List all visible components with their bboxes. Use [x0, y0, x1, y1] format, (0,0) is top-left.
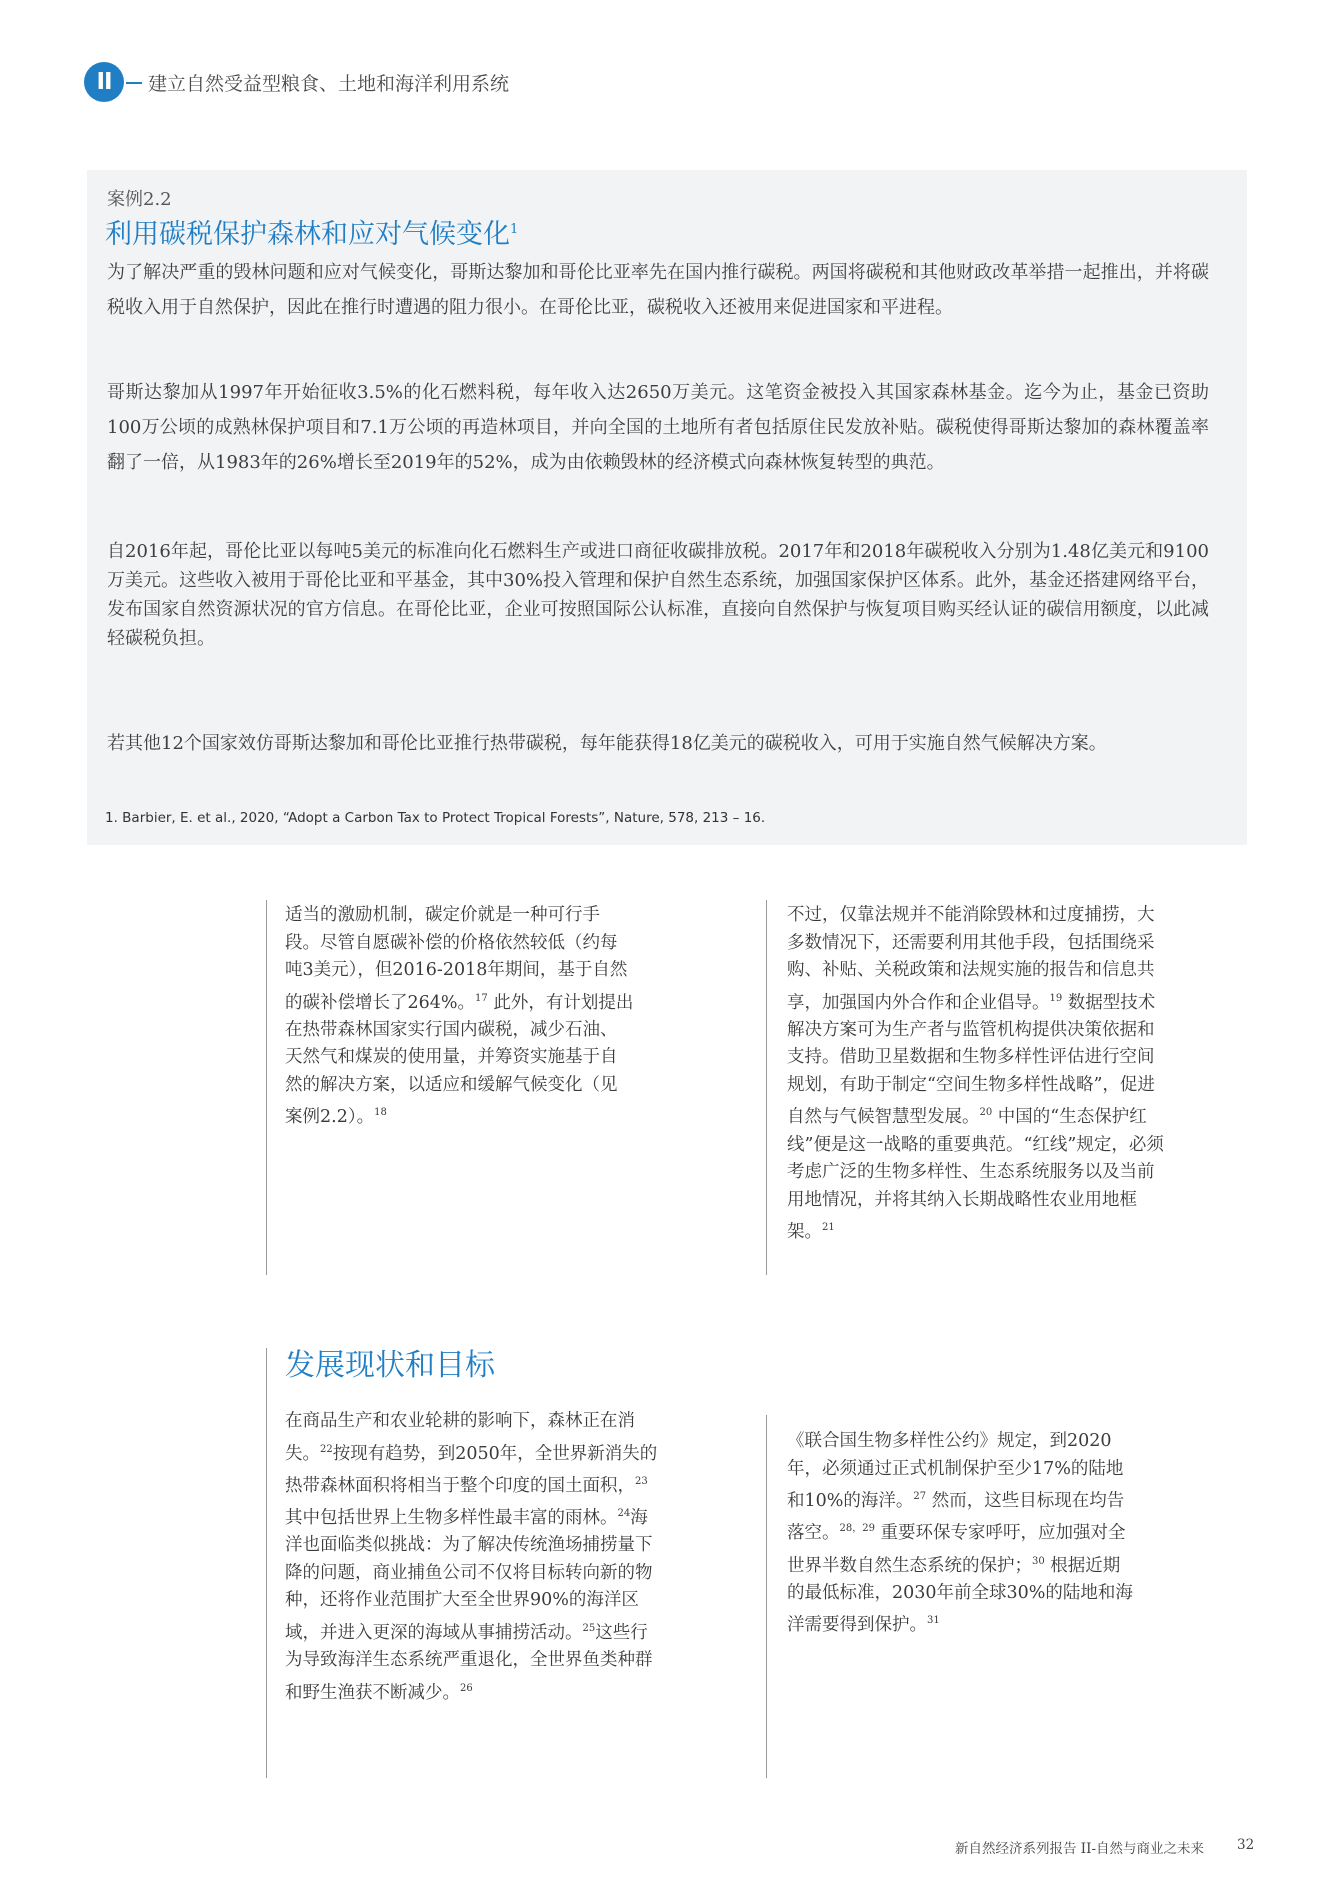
reference-marker: 19 [1049, 992, 1063, 1004]
reference-marker: 26 [460, 1682, 473, 1694]
case-paragraph-2: 哥斯达黎加从1997年开始征收3.5%的化石燃料税，每年收入达2650万美元。这笔资金被投入其国家森林基金。迄今为止，基金已资助100万公顷的成熟林保护项目和7.1万公顷的再造林项目，并向全国的土地所有者包括原住民发放补贴。碳税使得哥斯达黎加的森林覆盖率翻了一倍，从1983年的26%增长至2019年的52%，成为由依赖毁林的经济模式向森林恢复转型的典范。 [107, 382, 1209, 473]
section-divider-left [266, 1348, 267, 1778]
text-line: 的最低标准，2030年前全球30%的陆地和海 [787, 1582, 1133, 1603]
top-right-column [787, 902, 1164, 1246]
text-line: 热带森林面积将相当于整个印度的国土面积，$^{23}$ [285, 1475, 648, 1496]
page-number: 32 [1237, 1837, 1255, 1853]
text-line: 用地情况，并将其纳入长期战略性农业用地框 [787, 1189, 1137, 1210]
text-line: 世界半数自然生态系统的保护；$^{30}$ 根据近期 [787, 1555, 1121, 1576]
reference-marker: 25 [582, 1622, 596, 1634]
text-line: 的碳补偿增长了264%。$^{17}$ 此外，有计划提出 [285, 992, 634, 1013]
text-line: 吨3美元），但2016-2018年期间，基于自然 [285, 960, 628, 980]
text-line: 购、补贴、关税政策和法规实施的报告和信息共 [787, 960, 1155, 980]
text-line: 多数情况下，还需要利用其他手段，包括围绕采 [787, 932, 1155, 953]
case-paragraph-4: 若其他12个国家效仿哥斯达黎加和哥伦比亚推行热带碳税，每年能获得18亿美元的碳税收入，可用于实施自然气候解决方案。 [107, 733, 1107, 754]
case-title: 利用碳税保护森林和应对气候变化$^1$ [105, 219, 519, 250]
reference-marker: 31 [927, 1615, 940, 1627]
reference-marker: 27 [913, 1491, 927, 1502]
text-line: 和10%的海洋。$^{27}$ 然而，这些目标现在均告 [787, 1490, 1125, 1511]
text-line: 架。$^{21}$ [787, 1221, 835, 1242]
section-divider-right [766, 1415, 767, 1778]
bottom-right-column [787, 1428, 1133, 1640]
text-line: 落空。$^{28,29}$ 重要环保专家呼吁，应加强对全 [787, 1523, 1126, 1544]
text-line: 为导致海洋生态系统严重退化，全世界鱼类种群 [285, 1650, 653, 1671]
text-line: 洋也面临类似挑战：为了解决传统渔场捕捞量下 [285, 1535, 653, 1556]
text-line: 在热带森林国家实行国内碳税，减少石油、 [285, 1019, 618, 1040]
chapter-title: 建立自然受益型粮食、土地和海洋利用系统 [148, 73, 510, 95]
reference-marker: 17 [475, 992, 488, 1004]
text-line: 线”便是这一战略的重要典范。“红线”规定，必须 [787, 1134, 1164, 1155]
text-line: 域，并进入更深的海域从事捕捞活动。$^{25}$这些行 [285, 1622, 648, 1643]
text-line: 考虑广泛的生物多样性、生态系统服务以及当前 [787, 1162, 1155, 1183]
chapter-divider [126, 82, 142, 84]
text-line: 降的问题，商业捕鱼公司不仅将目标转向新的物 [285, 1562, 653, 1583]
footer-report-title: 新自然经济系列报告 II-自然与商业之未来 [955, 1841, 1205, 1857]
text-line: 天然气和煤炭的使用量，并筹资实施基于自 [285, 1047, 618, 1068]
column-divider-right [766, 900, 767, 1275]
text-line: 洋需要得到保护。$^{31}$ [787, 1615, 940, 1636]
case-title-ref: 1 [510, 222, 519, 237]
reference-marker: 22 [320, 1443, 333, 1455]
text-line: 支持。借助卫星数据和生物多样性评估进行空间 [787, 1047, 1155, 1068]
section-title: 发展现状和目标 [285, 1348, 495, 1383]
reference-marker: 28，29 [839, 1523, 875, 1535]
reference-marker: 23 [635, 1475, 648, 1487]
column-divider-left [266, 900, 267, 1275]
text-line: 享，加强国内外合作和企业倡导。$^{19}$ 数据型技术 [787, 992, 1156, 1013]
reference-marker: 30 [1032, 1555, 1045, 1567]
text-line: 失。$^{22}$按现有趋势，到2050年，全世界新消失的 [285, 1443, 658, 1464]
text-line: 其中包括世界上生物多样性最丰富的雨林。$^{24}$海 [285, 1507, 648, 1528]
text-line: 段。尽管自愿碳补偿的价格依然较低（约每 [285, 932, 618, 953]
reference-marker: 21 [822, 1222, 835, 1234]
case-paragraph-1: 为了解决严重的毁林问题和应对气候变化，哥斯达黎加和哥伦比亚率先在国内推行碳税。两国将碳税和其他财政改革举措一起推出，并将碳税收入用于自然保护，因此在推行时遭遇的阻力很小。在哥伦比亚，碳税收入还被用来促进国家和平进程。 [107, 262, 1209, 318]
text-line: 和野生渔获不断减少。$^{26}$ [285, 1682, 473, 1703]
reference-marker: 18 [374, 1107, 387, 1119]
bottom-left-column [285, 1408, 657, 1707]
reference-marker: 20 [979, 1107, 993, 1119]
text-line: 年，必须通过正式机制保护至少17%的陆地 [787, 1458, 1124, 1479]
text-line: 案例2.2）。$^{18}$ [285, 1107, 387, 1128]
text-line: 不过，仅靠法规并不能消除毁林和过度捕捞，大 [787, 905, 1155, 925]
reference-marker: 24 [617, 1508, 631, 1520]
text-line: 适当的激励机制，碳定价就是一种可行手 [285, 905, 600, 925]
text-line: 《联合国生物多样性公约》规定，到2020 [787, 1431, 1112, 1451]
text-line: 规划，有助于制定“空间生物多样性战略”，促进 [787, 1074, 1155, 1095]
case-paragraph-3: 自2016年起，哥伦比亚以每吨5美元的标准向化石燃料生产或进口商征收碳排放税。2017年和2018年碳税收入分别为1.48亿美元和9100万美元。这些收入被用于哥伦比亚和平基金，其中30%投入管理和保护自然生态系统，加强国家保护区体系。此外，基金还搭建网络平台，发布国家自然资源状况的官方信息。在哥伦比亚，企业可按照国际公认标准，直接向自然保护与恢复项目购买经认证的碳信用额度，以此减轻碳税负担。 [107, 541, 1210, 649]
text-line: 解决方案可为生产者与监管机构提供决策依据和 [787, 1019, 1155, 1040]
text-line: 自然与气候智慧型发展。$^{20}$ 中国的“生态保护红 [787, 1107, 1147, 1128]
text-line: 然的解决方案，以适应和缓解气候变化（见 [285, 1074, 618, 1095]
case-label: 案例2.2 [107, 189, 172, 210]
text-line: 在商品生产和农业轮耕的影响下，森林正在消 [285, 1411, 635, 1431]
case-footnote: 1. Barbier, E. et al., 2020, “Adopt a Carbon Tax to Protect Tropical Forests”, Nature, 578, 213 – 16. [105, 810, 766, 826]
text-line: 种，还将作业范围扩大至全世界90%的海洋区 [285, 1590, 639, 1611]
chapter-badge: II [84, 62, 124, 102]
top-left-column [285, 902, 633, 1132]
